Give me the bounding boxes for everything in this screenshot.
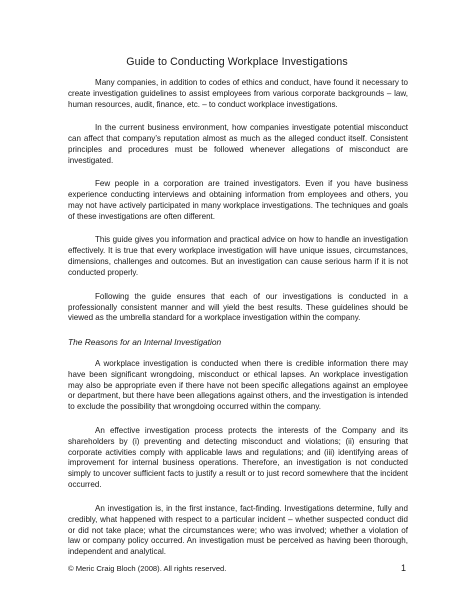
page-number: 1 <box>400 563 406 573</box>
paragraph: An effective investigation process protects the interests of the Company and its shareholders by (i) preventing and detecting misconduct and violations; (ii) ensuring that corporate activities comply with applicable laws and regulations; and (iii) identifying areas of improvement for internal business operations. Therefore, an investigation is not conducted simply to uncover sufficient facts to justify a result or to just record somewhere that the incident occurred. <box>68 425 408 490</box>
copyright-notice: © Meric Craig Bloch (2008). All rights reserved. <box>68 564 227 573</box>
section-heading: The Reasons for an Internal Investigation <box>68 336 222 347</box>
document-body <box>68 78 408 571</box>
paragraph: In the current business environment, how companies investigate potential misconduct can affect that company’s reputation almost as much as the alleged conduct itself. Consistent principles and procedures must be followed whenever allegations of misconduct are investigated. <box>68 123 408 165</box>
paragraph: This guide gives you information and practical advice on how to handle an investigation effectively. It is true that every workplace investigation will have unique issues, circumstances, dimensions, challenges and outcomes. But an investigation can cause serious harm if it is not conducted properly. <box>68 235 408 278</box>
page-footer <box>68 564 408 576</box>
paragraph: Few people in a corporation are trained investigators. Even if you have business experience conducting interviews and obtaining information from employees and others, you may not have actively participated in many workplace investigations. The techniques and goals of these investigations are often different. <box>68 179 408 222</box>
paragraph: Following the guide ensures that each of our investigations is conducted in a professionally consistent manner and will yield the best results. These guidelines should be viewed as the umbrella standard for a workplace investigation within the company. <box>68 291 408 323</box>
paragraph: An investigation is, in the first instance, fact-finding. Investigations determine, fully and credibly, what happened with respect to a particular incident – whether suspected conduct did or did not take place; what the circumstances were; who was involved; whether a violation of law or company policy occurred. An investigation must be perceived as having been thorough, independent and analytical. <box>68 503 408 557</box>
page-title: Guide to Conducting Workplace Investigations <box>126 56 348 68</box>
paragraph: A workplace investigation is conducted when there is credible information there may have been significant wrongdoing, misconduct or ethical lapses. An workplace investigation may also be appropriate even if there have not been specific allegations against an employee or department, but there have been allegations against others, and the investigation is intended to exclude the possibility that wrongdoing occurred within the company. <box>68 358 408 412</box>
paragraph: Many companies, in addition to codes of ethics and conduct, have found it necessary to create investigation guidelines to assist employees from various corporate backgrounds – law, human resources, audit, finance, etc. – to conduct workplace investigations. <box>68 78 408 109</box>
